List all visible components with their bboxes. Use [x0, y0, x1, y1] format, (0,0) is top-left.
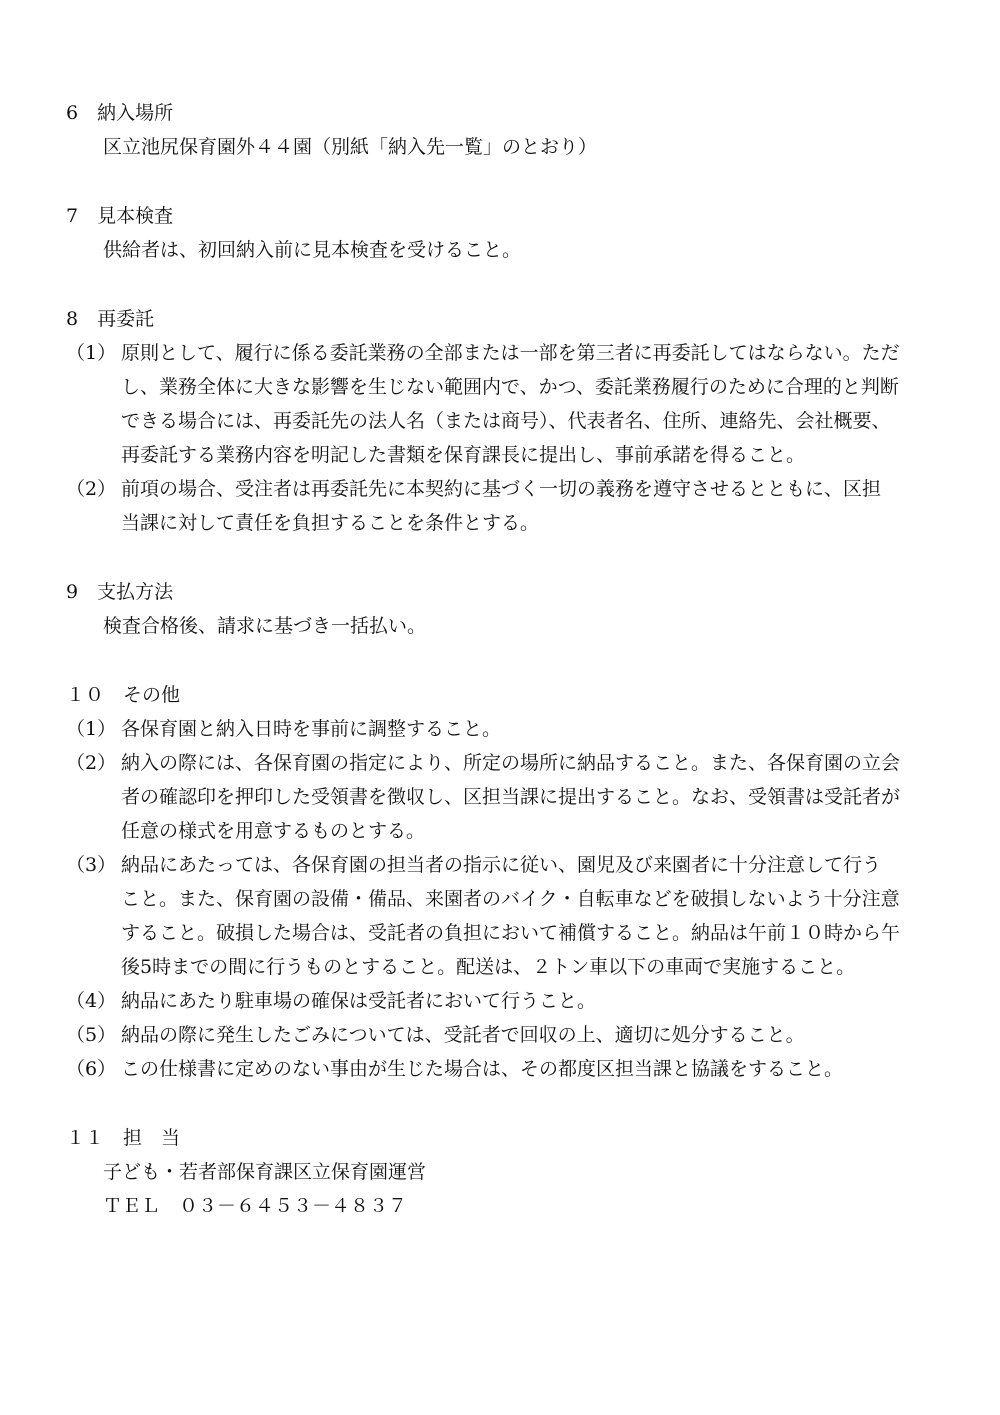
item-line: できる場合には、再委託先の法人名（または商号）、代表者名、住所、連絡先、会社概要、	[121, 410, 891, 432]
section-body: 検査合格後、請求に基づき一括払い。	[103, 615, 427, 637]
item-line: 前項の場合、受注者は再委託先に本契約に基づく一切の義務を遵守させるとともに、区担	[121, 478, 882, 500]
item-line: 者の確認印を押印した受領書を徴収し、区担当課に提出すること。なお、受領書は受託者が	[121, 786, 901, 808]
item-line: 当課に対して責任を負担することを条件とする。	[121, 512, 540, 534]
item-line: この仕様書に定めのない事由が生じた場合は、その都度区担当課と協議をすること。	[121, 1058, 844, 1080]
section-heading: １０ その他	[66, 684, 181, 706]
section-heading: １１ 担 当	[66, 1127, 181, 1149]
item-line: 再委託する業務内容を明記した書類を保育課長に提出し、事前承諾を得ること。	[121, 444, 806, 466]
section-body: 区立池尻保育園外４４園（別紙「納入先一覧」のとおり）	[103, 136, 598, 158]
item-number: （1）	[66, 718, 117, 740]
item-number: （2）	[66, 478, 117, 500]
item-line: 納品にあたっては、各保育園の担当者の指示に従い、園児及び来園者に十分注意して行う	[121, 854, 882, 876]
section-heading: 9 支払方法	[66, 581, 174, 603]
contact-phone: ＴＥＬ ０３－６４５３－４８３７	[103, 1195, 408, 1217]
item-number: （3）	[66, 854, 117, 876]
item-line: 各保育園と納入日時を事前に調整すること。	[121, 718, 502, 740]
item-line: 納品の際に発生したごみについては、受託者で回収の上、適切に処分すること。	[121, 1024, 805, 1046]
item-line: 後5時までの間に行うものとすること。配送は、２トン車以下の車両で実施すること。	[121, 956, 856, 978]
item-number: （6）	[66, 1058, 117, 1080]
contact-department: 子ども・若者部保育課区立保育園運営	[103, 1161, 427, 1183]
item-line: 納品にあたり駐車場の確保は受託者において行うこと。	[121, 990, 597, 1012]
item-number: （4）	[66, 990, 117, 1012]
item-line: こと。また、保育園の設備・備品、来園者のバイク・自転車などを破損しないよう十分注意	[121, 888, 900, 910]
section-body: 供給者は、初回納入前に見本検査を受けること。	[103, 239, 522, 261]
section-heading: 8 再委託	[66, 308, 155, 330]
item-number: （1）	[66, 342, 117, 364]
section-heading: 7 見本検査	[66, 205, 174, 227]
item-line: し、業務全体に大きな影響を生じない範囲内で、かつ、委託業務履行のために合理的と判断	[121, 376, 899, 398]
item-line: 納入の際には、各保育園の指定により、所定の場所に納品すること。また、各保育園の立会	[121, 752, 901, 774]
item-number: （2）	[66, 752, 117, 774]
item-number: （5）	[66, 1024, 117, 1046]
item-line: 原則として、履行に係る委託業務の全部または一部を第三者に再委託してはならない。ただ	[121, 342, 900, 364]
item-line: すること。破損した場合は、受託者の負担において補償すること。納品は午前１０時から午	[121, 922, 901, 944]
item-line: 任意の様式を用意するものとする。	[121, 820, 426, 842]
section-heading: 6 納入場所	[66, 102, 174, 124]
